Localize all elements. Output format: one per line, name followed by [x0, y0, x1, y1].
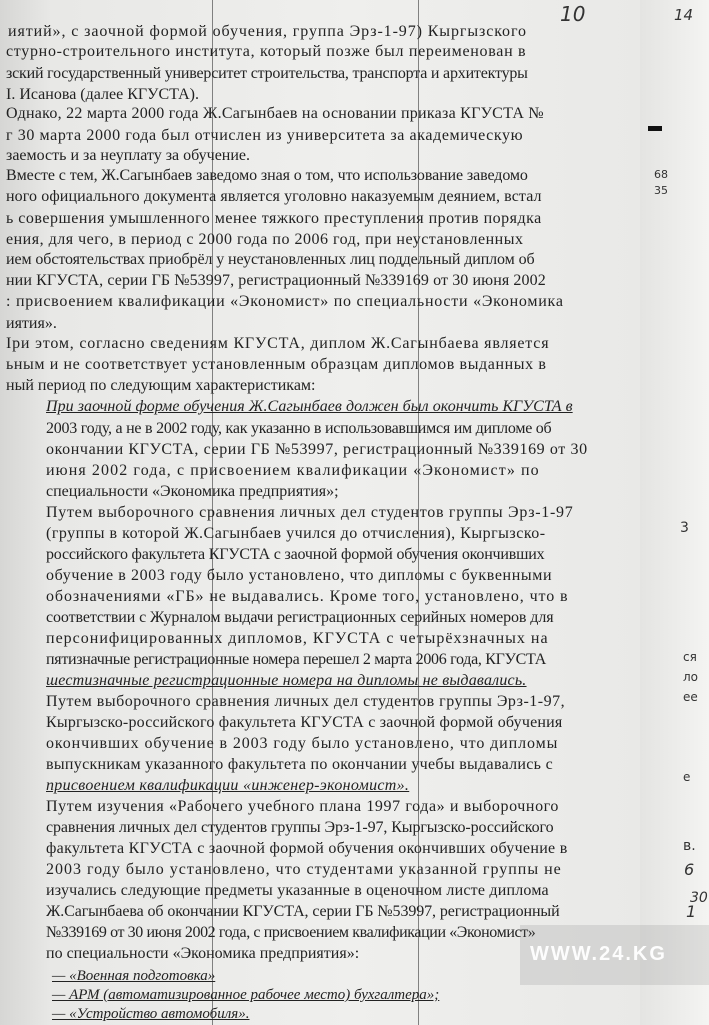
margin-note: е	[683, 770, 691, 784]
margin-note: 30	[690, 890, 708, 906]
text-line: 2003 году было установлено, что студентами указанной группы не	[46, 861, 562, 878]
text-line: : присвоением квалификации «Экономист» по специальности «Экономика	[6, 293, 564, 310]
margin-note: 6	[684, 860, 695, 879]
text-line: обозначениями «ГБ» не выдавались. Кроме того, установлено, что в	[46, 588, 569, 605]
handwritten-page-number-right: 14	[674, 6, 694, 24]
text-line: по специальности «Экономика предприятия»:	[46, 945, 360, 962]
margin-note: ся	[683, 650, 697, 664]
margin-note: 1	[686, 902, 697, 921]
text-line: Путем выборочного сравнения личных дел студентов группы Эрз-1-97	[46, 504, 574, 521]
text-line: стурно-строительного института, который позже был переименован в	[6, 43, 527, 60]
text-line: ный период по следующим характеристикам:	[6, 377, 316, 394]
text-line: Іри этом, согласно сведениям КГУСТА, диплом Ж.Сагынбаева является	[6, 335, 550, 352]
text-line: иятия».	[6, 315, 57, 332]
text-line: (группы в которой Ж.Сагынбаев учился до отчисления), Кыргызско-	[46, 525, 546, 542]
text-line: Путем изучения «Рабочего учебного плана 1997 года» и выборочного	[46, 798, 560, 815]
underlined-item-1-line: При заочной форме обучения Ж.Сагынбаев должен был окончить КГУСТА в	[46, 398, 573, 415]
text-line: соответствии с Журналом выдачи регистрационных серийных номеров для	[46, 609, 554, 626]
text-line: персонифицированных дипломов, КГУСТА с четырёхзначных на	[46, 630, 549, 647]
text-line: зский государственный университет строительства, транспорта и архитектуры	[6, 65, 528, 82]
list-item: — «Военная подготовка»	[52, 968, 216, 984]
text-line: ием обстоятельствах приобрёл у неустановленных лиц поддельный диплом об	[6, 251, 535, 268]
text-line: июня 2002 года, с присвоением квалификации «Экономист» по	[46, 462, 540, 479]
text-line: заемость и за неуплату за обучение.	[6, 147, 251, 164]
list-item: — АРМ (автоматизированное рабочее место) бухгалтера»;	[52, 987, 440, 1003]
text-line: пятизначные регистрационные номера перешел 2 марта 2006 года, КГУСТА	[46, 651, 546, 668]
text-line: нии КГУСТА, серии ГБ №53997, регистрационный №339169 от 30 июня 2002	[6, 272, 546, 289]
text-line: сравнения личных дел студентов группы Эрз-1-97, Кыргызско-российского	[46, 819, 554, 836]
page-right-margin	[640, 0, 709, 1025]
text-line: изучались следующие предметы указанные в оценочном листе диплома	[46, 882, 549, 899]
text-line: специальности «Экономика предприятия»;	[46, 483, 339, 500]
text-line: Однако, 22 марта 2000 года Ж.Сагынбаев на основании приказа КГУСТА №	[6, 105, 544, 122]
margin-note: 68	[654, 168, 668, 181]
watermark	[520, 925, 709, 985]
text-line: ного официального документа является уголовно наказуемым деянием, встал	[6, 188, 542, 205]
text-line: г 30 марта 2000 года был отчислен из университета за академическую	[6, 127, 524, 144]
text-line: российского факультета КГУСТА с заочной формой обучения окончивших	[46, 546, 545, 563]
underlined-text-line: присвоением квалификации «инженер-экономист».	[46, 777, 410, 794]
text-line: факультета КГУСТА с заочной формой обучения окончивших обучение в	[46, 840, 568, 857]
handwritten-page-number: 10	[560, 2, 586, 26]
text-line: І. Исанова (далее КГУСТА).	[6, 86, 199, 103]
text-line: ьным и не соответствует установленным образцам дипломов выданных в	[6, 356, 547, 373]
text-line: выпускникам указанного факультета по окончании учебы выдавались с	[46, 756, 553, 773]
list-item: — «Устройство автомобиля».	[52, 1006, 250, 1022]
margin-dash-mark	[648, 126, 662, 131]
margin-note: 3	[680, 520, 689, 536]
text-line: окончивших обучение в 2003 году было установлено, что дипломы	[46, 735, 559, 752]
text-line: обучение в 2003 году было установлено, что дипломы с буквенными	[46, 567, 553, 584]
underlined-text-line: шестизначные регистрационные номера на дипломы не выдавались.	[46, 672, 527, 689]
text-line: Вместе с тем, Ж.Сагынбаев заведомо зная о том, что использование заведомо	[6, 167, 528, 184]
text-line: 2003 году, а не в 2002 году, как указанно в использовавшимся им дипломе об	[46, 420, 552, 437]
text-line: иятий», с заочной формой обучения, группа Эрз-1-97) Кыргызского	[8, 23, 527, 40]
margin-note: ло	[683, 670, 699, 684]
margin-note: 35	[654, 184, 668, 197]
text-line: окончании КГУСТА, серии ГБ №53997, регистрационный №339169 от 30	[46, 441, 588, 458]
margin-note: в.	[683, 838, 696, 854]
text-line: ь совершения умышленного менее тяжкого преступления против порядка	[6, 210, 542, 227]
text-line: Путем выборочного сравнения личных дел студентов группы Эрз-1-97,	[46, 693, 566, 710]
text-line: №339169 от 30 июня 2002 года, с присвоением квалификации «Экономист»	[46, 924, 536, 941]
watermark-text: WWW.24.KG	[530, 943, 667, 965]
text-line: ения, для чего, в период с 2000 года по 2006 год, при неустановленных	[6, 231, 524, 248]
text-line: Ж.Сагынбаева об окончании КГУСТА, серии ГБ №53997, регистрационный	[46, 903, 560, 920]
margin-note: ее	[683, 690, 698, 704]
text-line: Кыргызско-российского факультета КГУСТА с заочной формой обучения	[46, 714, 563, 731]
